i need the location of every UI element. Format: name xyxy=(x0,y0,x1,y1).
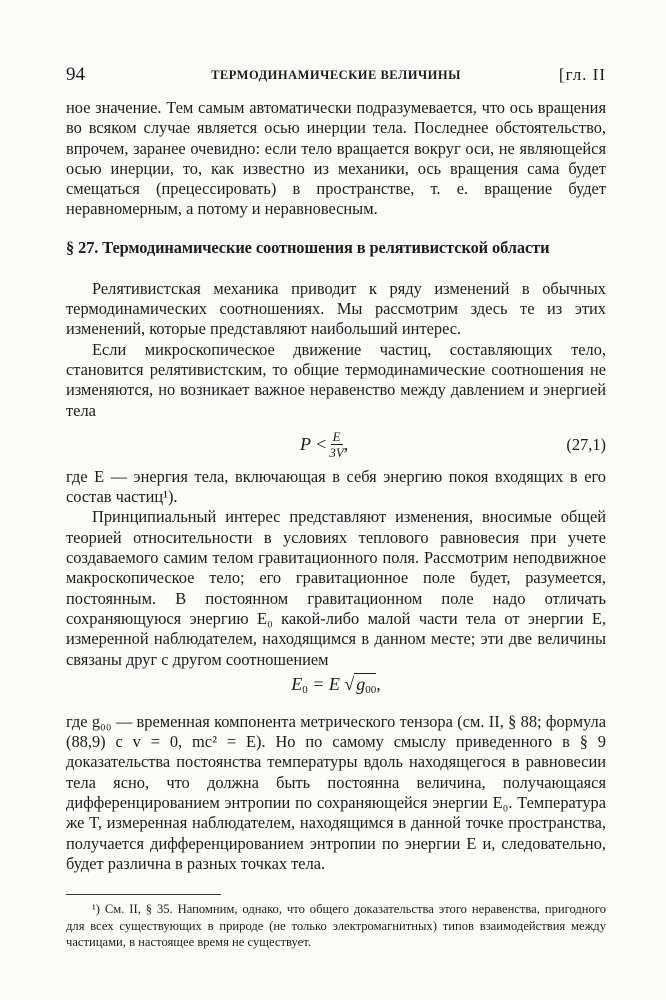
paragraph-temperature: где g₀₀ — временная компонента метрического тензора (см. II, § 88; формула (88,9) с v = 0, mc² = E). Но по самому смыслу приведенного в § 9 доказательства постоянства температуры вдоль находящегося в равновесии тела ясно, что должна быть постоянна величина, получающаяся дифференцированием энтропии по сохраняющейся энергии E₀. Температура же T, измеренная наблюдателем, находящимся в данной точке пространства, получается дифференцированием энтропии по энергии E и, следовательно, будет различна в разных точках тела. xyxy=(66,711,606,873)
paragraph-inequality-lead: Если микроскопическое движение частиц, составляющих тело, становится релятивистским, то общие термодинамические соотношения не изменяются, но возникает важное неравенство между давлением и энергией тела xyxy=(66,339,606,420)
radicand-sub: 00 xyxy=(365,683,377,696)
formula-fraction xyxy=(329,429,343,460)
paragraph-energy-def: где E — энергия тела, включающая в себя энергию покоя входящих в его состав частиц¹). xyxy=(66,466,606,507)
paragraph-intro: Релятивистская механика приводит к ряду изменений в обычных термодинамических соотношениях. Мы рассмотрим здесь те из этих изменений, которые представляют наибольший интерес. xyxy=(66,278,606,339)
formula-lhs: P < xyxy=(300,433,328,454)
formula2-lhs-sub: 0 xyxy=(302,683,308,696)
running-header xyxy=(66,58,606,84)
paragraph-gravity: Принципиальный интерес представляют изменения, вносимые общей теорией относительности в условиях теплового равновесия при учете создаваемого самим телом гравитационного поля. Рассмотрим неподвижное макроскопическое тело; его гравитационное поле будет, разумеется, постоянным. В постоянном гравитационном поле надо отличать сохраняющуюся энергию E₀ какой-либо малой части тела от энергии E, измеренной наблюдателем, находящимся в данном месте; эти две величины связаны друг с другом соотношением xyxy=(66,507,606,669)
footnote: ¹) См. II, § 35. Напомним, однако, что общего доказательства этого неравенства, пригодного для всех существующих в природе (не только электромагнитных) типов взаимодействия между частицами, в настоящее время не существует. xyxy=(66,902,606,950)
formula2-mid: = E xyxy=(312,673,340,694)
sqrt-sign: √ xyxy=(344,673,355,694)
chapter-marker: [гл. II xyxy=(558,65,606,84)
footnote-rule xyxy=(66,894,221,895)
equation-number: (27,1) xyxy=(566,434,606,454)
book-page xyxy=(66,58,606,951)
formula-energy-relation xyxy=(66,674,606,708)
page-number: 94 xyxy=(66,64,85,85)
running-title: ТЕРМОДИНАМИЧЕСКИЕ ВЕЛИЧИНЫ xyxy=(211,68,461,82)
formula-27-1 xyxy=(66,423,606,465)
radicand-symbol: g xyxy=(356,673,366,694)
sqrt-radicand xyxy=(354,673,376,694)
fraction-numerator: E xyxy=(332,428,341,444)
fraction-denominator: 3V xyxy=(329,444,344,460)
formula2-comma: , xyxy=(376,673,381,694)
section-title: § 27. Термодинамические соотношения в релятивистской области xyxy=(66,237,550,257)
formula2-lhs: E xyxy=(291,673,303,694)
formula-comma: , xyxy=(343,433,349,454)
paragraph-continuation: ное значение. Тем самым автоматически подразумевается, что ось вращения во всяком случае является осью инерции тела. Последнее обстоятельство, впрочем, заранее очевидно: если тело вращается вокруг оси, не являющейся осью инерции, то, как известно из механики, ось вращения сама будет смещаться (прецессировать) в пространстве, т. е. вращение будет неравномерным, а потому и неравновесным. xyxy=(66,98,606,219)
